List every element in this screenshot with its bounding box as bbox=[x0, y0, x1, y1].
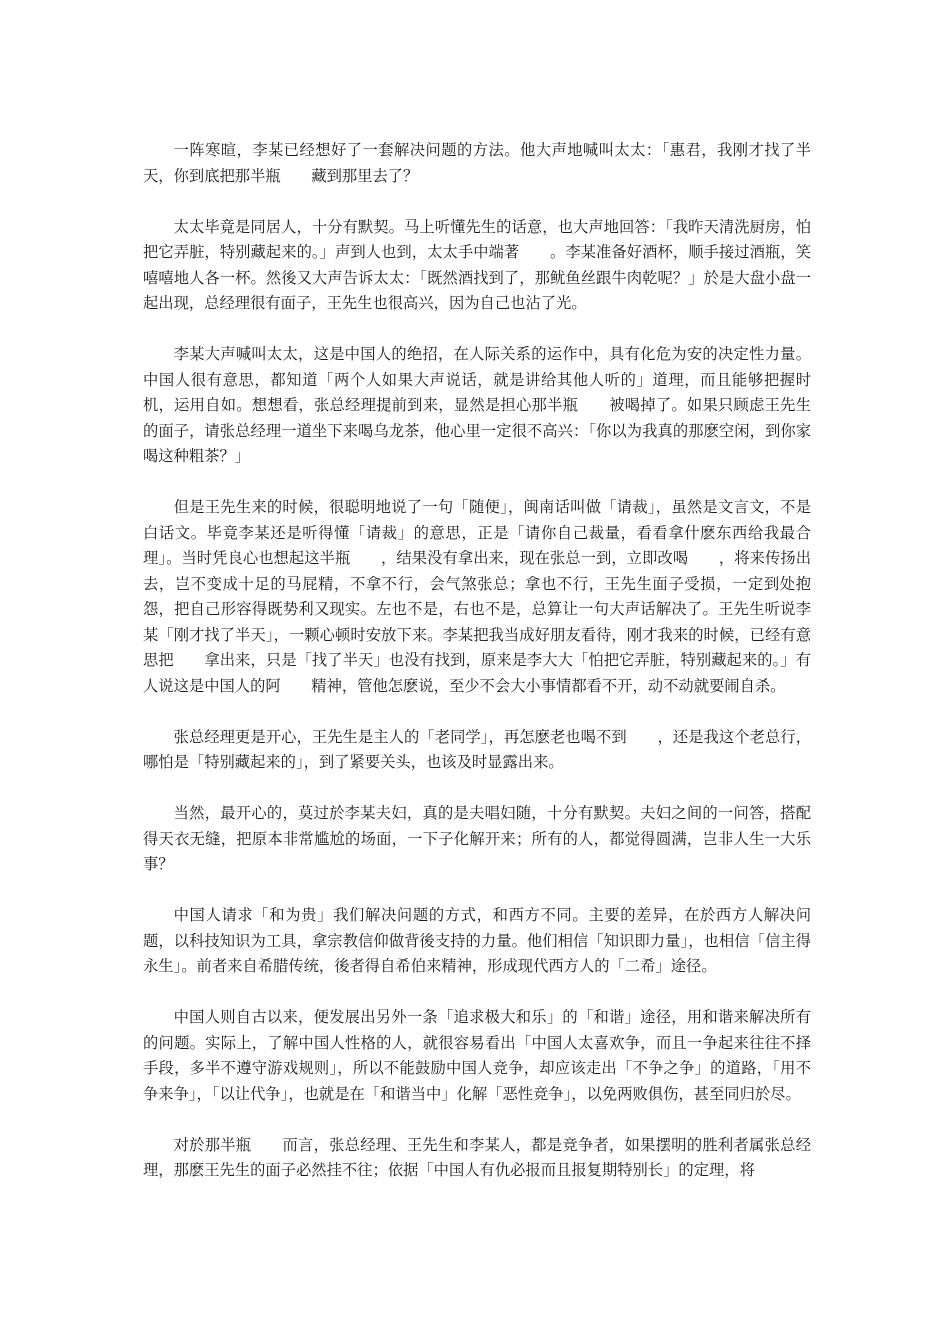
paragraph-8: 中国人则自古以来，便发展出另外一条「追求极大和乐」的「和谐」途径，用和谐来解决所有的问题。实际上，了解中国人性格的人，就很容易看出「中国人太喜欢争，而且一争起来往往不择手段，多半不遵守游戏规则」，所以不能鼓励中国人竞争，却应该走出「不争之争」的道路，「用不争来争」，「以让代争」，也就是在「和谐当中」化解「恶性竞争」，以免两败俱伤，甚至同归於尽。 bbox=[143, 1008, 811, 1103]
paragraph-5: 张总经理更是开心，王先生是主人的「老同学」，再怎麽老也喝不到 ，还是我这个老总行，哪怕是「特别藏起来的」，到了紧要关头，也该及时显露出来。 bbox=[143, 727, 811, 771]
paragraph-6: 当然，最开心的，莫过於李某夫妇，真的是夫唱妇随，十分有默契。夫妇之间的一问答，搭配得天衣无缝，把原本非常尴尬的场面，一下子化解开来；所有的人，都觉得圆满，岂非人生一大乐事？ bbox=[143, 804, 811, 873]
paragraph-4: 但是王先生来的时候，很聪明地说了一句「随便」，闽南话叫做「请裁」，虽然是文言文，不是白话文。毕竟李某还是听得懂「请裁」的意思，正是「请你自己裁量，看看拿什麽东西给我最合理」。当时凭良心也想起这半瓶 ，结果没有拿出来，现在张总一到，立即改喝 ，将来传扬出去，岂不变成十足的马屁精，不拿不行，会气煞张总；拿也不行，王先生面子受损，一定到处抱怨，把自己形容得既势利又现实。左也不是，右也不是，总算让一句大声话解决了。王先生听说李某「刚才找了半天」，一颗心顿时安放下来。李某把我当成好朋友看待，刚才我来的时候，已经有意思把 拿出来，只是「找了半天」也没有找到，原来是李大大「怕把它弄脏，特别藏起来的。」有人说这是中国人的阿 精神，管他怎麽说，至少不会大小事情都看不开，动不动就要闹自杀。 bbox=[143, 498, 811, 695]
paragraph-1: 一阵寒暄，李某已经想好了一套解决问题的方法。他大声地喊叫太太：「惠君，我刚才找了半天，你到底把那半瓶 藏到那里去了？ bbox=[143, 141, 811, 185]
paragraph-2: 太太毕竟是同居人，十分有默契。马上听懂先生的话意，也大声地回答：「我昨天清洗厨房，怕把它弄脏，特别藏起来的。」声到人也到，太太手中端著 。李某准备好酒杯，顺手接过酒瓶，笑嘻嘻地人各一杯。然後又大声告诉太太：「既然酒找到了，那鱿鱼丝跟牛肉乾呢？」於是大盘小盘一起出现，总经理很有面子，王先生也很高兴，因为自己也沾了光。 bbox=[143, 217, 811, 312]
paragraph-9: 对於那半瓶 而言，张总经理、王先生和李某人，都是竞争者，如果摆明的胜利者属张总经理，那麽王先生的面子必然挂不往；依据「中国人有仇必报而且报复期特别长」的定理，将 bbox=[143, 1135, 811, 1179]
paragraph-3: 李某大声喊叫太太，这是中国人的绝招，在人际关系的运作中，具有化危为安的决定性力量。中国人很有意思，都知道「两个人如果大声说话，就是讲给其他人听的」道理，而且能够把握时机，运用自如。想想看，张总经理提前到来，显然是担心那半瓶 被喝掉了。如果只顾虑王先生的面子，请张总经理一道坐下来喝乌龙茶，他心里一定很不高兴：「你以为我真的那麽空闲，到你家喝这种粗茶？」 bbox=[143, 345, 811, 465]
paragraph-7: 中国人请求「和为贵」我们解决问题的方式，和西方不同。主要的差异，在於西方人解决问题，以科技知识为工具，拿宗教信仰做背後支持的力量。他们相信「知识即力量」，也相信「信主得永生」。前者来自希腊传统，後者得自希伯来精神，形成现代西方人的「二希」途径。 bbox=[143, 906, 811, 975]
article-body bbox=[143, 138, 811, 1209]
